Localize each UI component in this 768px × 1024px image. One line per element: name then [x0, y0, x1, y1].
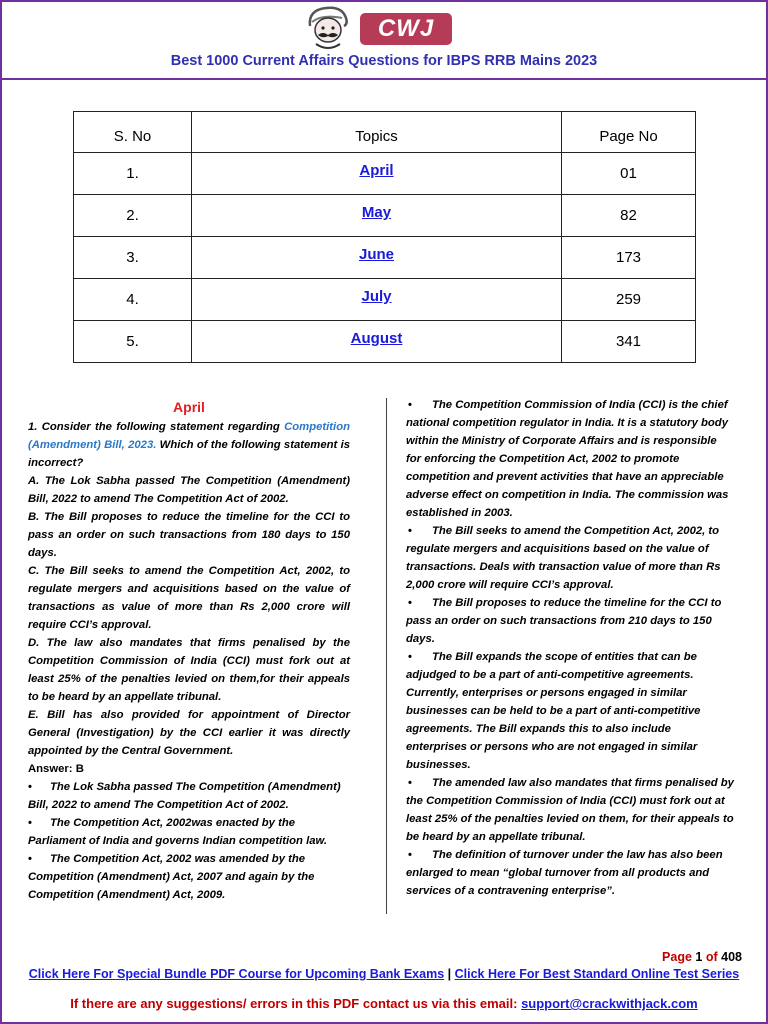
bullet-text: The Bill proposes to reduce the timeline for the CCI to pass an order on such transactions from 210 days to 150 days.: [406, 597, 722, 645]
explanation-bullet: [406, 846, 734, 900]
topic-link-may[interactable]: May: [361, 204, 392, 221]
option-d: D. The law also mandates that firms penalised by the Competition Commission of India (CCI) must fork out at least 25% of the penalties levied on them,for their appeals to be heard by an appellate tribunal.: [28, 637, 350, 703]
table-row: [74, 279, 696, 321]
row-sno: 3.: [74, 237, 192, 279]
row-page: 82: [562, 195, 696, 237]
contents-table: [73, 111, 696, 363]
explanation-bullet: [406, 648, 734, 774]
topic-link-july[interactable]: July: [361, 288, 392, 305]
bullet-text: The Competition Commission of India (CCI) is the chief national competition regulator in India. It is a statutory body within the Ministry of Corporate Affairs and is responsible for enforcing the Competition Act, 2002 to promote competition and prevent activities that have an appreciable adverse effect on competition in India. The commission was established in 2003.: [406, 399, 729, 519]
support-email-link[interactable]: support@crackwithjack.com: [521, 996, 698, 1011]
bullet-icon: •: [408, 651, 412, 663]
option-b: B. The Bill proposes to reduce the timeline for the CCI to pass an order on such transactions from 180 days to 150 days.: [28, 511, 350, 559]
section-heading-april: April: [173, 399, 205, 415]
table-row: [74, 195, 696, 237]
topic-link-august[interactable]: August: [350, 330, 403, 347]
table-row: [74, 153, 696, 195]
column-divider: [386, 398, 387, 914]
explanation-bullet: [28, 850, 350, 904]
question-text-end: Which of the following statement is incorrect?: [28, 439, 350, 469]
right-column: [406, 396, 734, 900]
row-page: 259: [562, 279, 696, 321]
topic-link-june[interactable]: June: [358, 246, 394, 263]
row-topic: [192, 279, 562, 321]
row-topic: [192, 195, 562, 237]
contact-text: If there are any suggestions/ errors in this PDF contact us via this email:: [70, 996, 518, 1011]
explanation-bullet: [406, 522, 734, 594]
row-page: 173: [562, 237, 696, 279]
question-topic: Competition (Amendment) Bill, 2023.: [28, 421, 350, 451]
bullet-text: The Bill seeks to amend the Competition Act, 2002, to regulate mergers and acquisitions based on the value of transactions. Deals with transaction value of more than Rs 2,000 crore will require CCI’s approval.: [406, 525, 721, 591]
bullet-text: The Bill expands the scope of entities that can be adjudged to be a part of anti-competitive agreements. Currently, enterprises or persons engaged in similar businesses can be held to be a part of anti-competitive agreements. The Bill expands this to also include enterprises or persons who are not engaged in similar businesses.: [406, 651, 701, 771]
brand-logo-text: CWJ: [360, 13, 452, 45]
table-header-row: [74, 112, 696, 153]
option-e: E. Bill has also provided for appointment of Director General (Investigation) by the CCI earlier it was directly appointed by the Central Government.: [28, 709, 350, 757]
explanation-bullet: [406, 594, 734, 648]
option-a: A. The Lok Sabha passed The Competition (Amendment) Bill, 2022 to amend The Competition Act of 2002.: [28, 475, 350, 505]
explanation-bullet: [28, 778, 350, 814]
row-sno: 4.: [74, 279, 192, 321]
page-of: of: [705, 950, 718, 964]
explanation-bullet: [406, 774, 734, 846]
bullet-text: The amended law also mandates that firms penalised by the Competition Commission of India (CCI) must fork out at least 25% of the penalties levied on them, for their appeals to be heard by an appellate tribunal.: [406, 777, 734, 843]
footer-links: [0, 967, 768, 981]
column-header-sno: S. No: [74, 112, 192, 153]
row-page: 341: [562, 321, 696, 363]
question-1: [28, 418, 350, 472]
question-text: 1. Consider the following statement regarding: [28, 421, 280, 433]
bullet-icon: •: [408, 597, 412, 609]
column-header-topics: Topics: [192, 112, 562, 153]
test-series-link[interactable]: Click Here For Best Standard Online Test Series: [454, 967, 740, 981]
bullet-text: The Lok Sabha passed The Competition (Amendment) Bill, 2022 to amend The Competition Act of 2002.: [28, 781, 341, 811]
row-sno: 1.: [74, 153, 192, 195]
mascot-icon: [302, 4, 356, 50]
page-total: 408: [721, 950, 742, 964]
bullet-icon: •: [28, 781, 32, 793]
explanation-bullet: [406, 396, 734, 522]
page-label: Page: [662, 950, 692, 964]
answer-line: Answer: B: [28, 763, 84, 775]
row-topic: [192, 237, 562, 279]
table-row: [74, 237, 696, 279]
column-header-page: Page No: [562, 112, 696, 153]
topic-link-april[interactable]: April: [359, 162, 394, 179]
explanation-bullet: [28, 814, 350, 850]
row-page: 01: [562, 153, 696, 195]
page-header: [0, 0, 768, 80]
row-topic: [192, 321, 562, 363]
page-number: [662, 950, 742, 964]
footer-separator: |: [447, 967, 452, 981]
row-sno: 5.: [74, 321, 192, 363]
row-topic: [192, 153, 562, 195]
footer-contact: [0, 996, 768, 1011]
bullet-icon: •: [408, 399, 412, 411]
bullet-icon: •: [28, 817, 32, 829]
bundle-course-link[interactable]: Click Here For Special Bundle PDF Course for Upcoming Bank Exams: [28, 967, 445, 981]
bullet-text: The Competition Act, 2002was enacted by the Parliament of India and governs Indian competition law.: [28, 817, 327, 847]
bullet-icon: •: [408, 777, 412, 789]
bullet-icon: •: [408, 849, 412, 861]
row-sno: 2.: [74, 195, 192, 237]
bullet-icon: •: [408, 525, 412, 537]
page-current: 1: [695, 950, 703, 964]
left-column: [28, 398, 350, 904]
bullet-icon: •: [28, 853, 32, 865]
bullet-text: The definition of turnover under the law has also been enlarged to mean “global turnover from all products and services of a contravening enterprise”.: [406, 849, 723, 897]
bullet-text: The Competition Act, 2002 was amended by the Competition (Amendment) Act, 2007 and again by the Competition (Amendment) Act, 2009.: [28, 853, 315, 901]
option-c: C. The Bill seeks to amend the Competition Act, 2002, to regulate mergers and acquisitions based on the value of transactions as value of more than Rs 2,000 crore will require CCI’s approval.: [28, 565, 350, 631]
table-row: [74, 321, 696, 363]
document-title: Best 1000 Current Affairs Questions for IBPS RRB Mains 2023: [170, 53, 598, 69]
